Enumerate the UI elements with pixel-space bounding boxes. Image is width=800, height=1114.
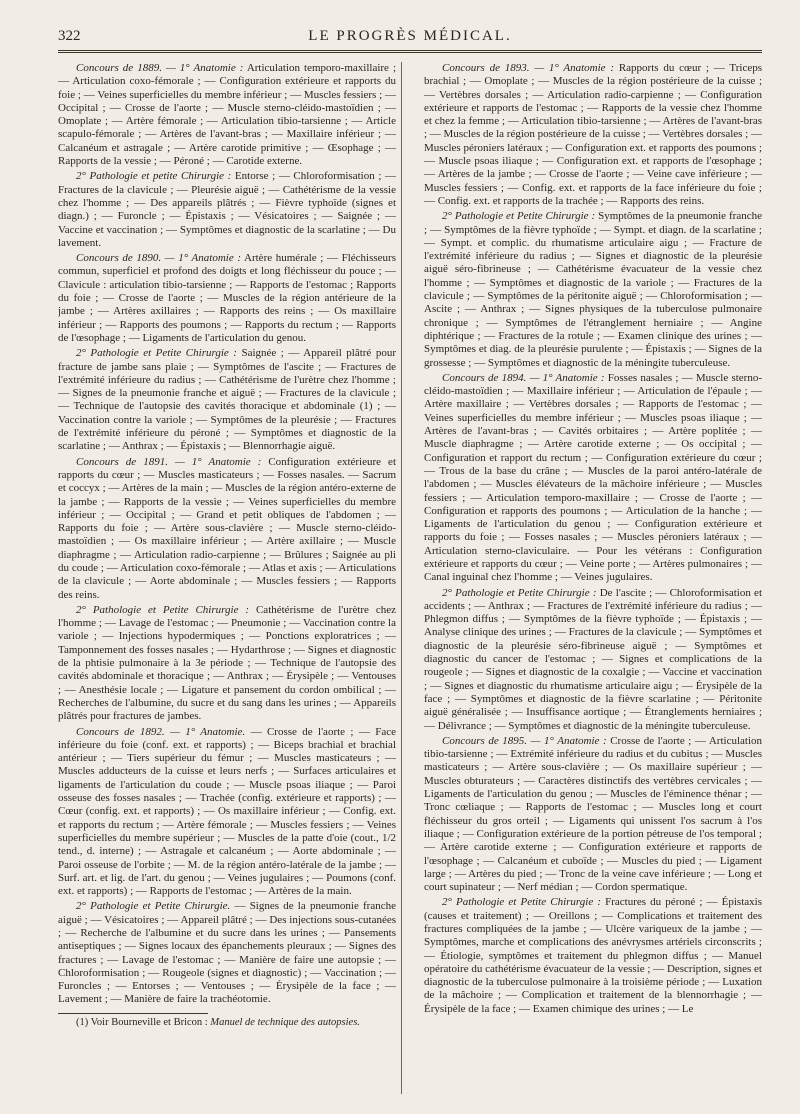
paragraph: Concours de 1892. — 1° Anatomie. — Crosse de l'aorte ; — Face inférieure du foie (conf. ext. et rapports) ; — Biceps brachial et brachial antérieur ; — Tiers supérieur du fémur ; — Muscles masticateurs ; — Muscles adducteurs de la cuisse et leurs nerfs ; — Surfaces articulaires et ligaments de l'articulation du coude ; — Muscle psoas iliaque ; — Paroi osseuse des fosses nasales ; — Trachée (config. extérieure et rapports) ; — Cœur (config. ext. et rapports) ; — Os maxillaire inférieur ; — Config. ext. et rapports du rectum ; — Artère fémorale ; — Muscles fessiers ; — Veines superficielles du membre supérieur ; — Muscles de la patte d'oie (cout., 1/2 tend., d. interne) ; — Astragale et calcanéum ; — Aorte abdominale ; — Paroi osseuse de l'orbite ; — M. de la région antéro-latérale de la jambe ; — Surf. art. et lig. de l'art. du genou ; — Veines jugulaires ; — Poumons (conf. ext. et rapports) ; — Rapports de l'estomac ; — Artères de la main. [58,725,396,898]
paragraph: Concours de 1891. — 1° Anatomie : Configuration extérieure et rapports du cœur ; — Muscles masticateurs ; — Fosses nasales. — Sacrum et coccyx ; — Artères de la main ; — Muscles de la région antéro-externe de la jambe ; — Rapports de la vessie ; — Veines superficielles du membre inférieur ; — Occipital ; — Grand et petit obliques de l'abdomen ; — Rapports du foie ; — Artère sous-clavière ; — Muscle sterno-cléido-mastoïdien ; — Os maxillaire inférieur ; — Artère axillaire ; — Muscle diaphragme ; — Articulation radio-carpienne ; — Brûlures ; Saignée au pli du coude ; — Articulation coxo-fémorale ; — Atlas et axis ; — Articulations de la clavicule ; — Aorte abdominale ; — Muscles fessiers ; — Rapports des reins. [58,455,396,601]
page-header [58,28,762,50]
paragraph: 2° Pathologie et Petite Chirurgie : Symptômes de la pneumonie franche ; — Symptômes de la fièvre typhoïde ; — Sympt. et diagn. de la scarlatine ; — Sympt. et complic. du rhumatisme articulaire aigu ; — Fracture de l'extrémité inférieure du radius ; — Signes et diagnostic de la pleurésie aiguë séro-fibrineuse ; — Cathétérisme évacuateur de la vessie chez l'homme ; — Symptômes et diagnostic de la variole ; — Fractures de la clavicule ; — Symptômes de la péritonite aiguë ; — Chloroformisation ; — Ascite ; — Anthrax ; — Signes physiques de la tuberculose pulmonaire chronique ; — Symptômes de l'étranglement herniaire ; — Angine diphtérique ; — Fractures de la rotule ; — Examen clinique des urines ; — Symptômes et diag. de la pleurésie purulente ; — Épistaxis ; — Signes de la grossesse ; — Symptômes et diagnostic de la méningite tuberculeuse. [424,210,762,369]
paragraph: Concours de 1893. — 1° Anatomie : Rapports du cœur ; — Triceps brachial ; — Omoplate ; — Muscles de la région postérieure de la cuisse ; — Vertèbres dorsales ; — Articulation radio-carpienne ; — Configuration extérieure et rapports de l'estomac ; — Rapports de la vessie chez l'homme et chez la femme ; — Articulation tibio-tarsienne ; — Artères de l'avant-bras ; — Muscles de la région postérieure de la cuisse ; — Vertèbres dorsales ; — Muscles péroniers latéraux ; — Configuration ext. et rapports des poumons ; — Muscle psoas iliaque ; — Configuration ext. et rapports de l'œsophage ; — Artères de la jambe ; — Crosse de l'aorte ; — Veine cave inférieure ; — Muscles fessiers ; — Config. ext. et rapports de la face inférieure du foie ; — Config. ext. et rapports de la trachée ; — Rapports des reins. [424,62,762,207]
journal-title: LE PROGRÈS MÉDICAL. [308,28,512,44]
right-column [424,62,762,1094]
page-number: 322 [58,28,81,44]
paragraph: 2° Pathologie et Petite Chirurgie : Saignée ; — Appareil plâtré pour fracture de jambe sans plaie ; — Symptômes de l'ascite ; — Fractures de l'extrémité inférieure du radius ; — Cathétérisme de l'urètre chez l'homme ; — Signes de la pneumonie franche et aiguë ; — Fractures de la clavicule ; — Technique de l'autopsie des cavités thoracique et abdominale (1) ; — Vaccination contre la variole ; — Symptômes de la pleurésie ; — Fractures de l'extrémité inférieure du péroné ; — Symptômes et diagnostic de la scarlatine ; — Anthrax ; — Épistaxis ; — Blennorrhagie aiguë. [58,347,396,453]
header-double-rule [58,50,762,53]
paragraph: Concours de 1890. — 1° Anatomie : Artère humérale ; — Fléchisseurs commun, superficiel et profond des doigts et long fléchisseur du pouce ; — Clavicule : articulation tibio-tarsienne ; — Rapports de l'estomac ; Rapports du foie ; — Crosse de l'aorte ; — Muscles de la région antérieure de la jambe ; — Artères axillaires ; — Rapports des reins ; — Os maxillaire inférieur ; — Rapports des poumons ; — Rapports du rectum ; — Rapports de l'œsophage ; — Ligaments de l'articulation du genou. [58,252,396,344]
paragraph: 2° Pathologie et Petite Chirurgie : De l'ascite ; — Chloroformisation et accidents ; — Anthrax ; — Fractures de l'extrémité inférieure du radius ; — Phlegmon diffus ; — Symptômes de la fièvre typhoïde ; — Épistaxis ; — Analyse clinique des urines ; — Fractures de la clavicule ; — Symptômes et diagnostic de la pleurésie séro-fibrineuse aiguë ; — Symptômes et diagnostic du cancer de l'estomac ; — Signes et complications de la rougeole ; — Signes et diagnostic de la coxalgie ; — Vaccine et vaccination ; — Signes et diagnostic du rhumatisme articulaire aigu ; — Érysipèle de la face ; — Symptômes et diagnostic de la fièvre scarlatine ; — Péritonite aiguë généralisée ; — Insuffisance aortique ; — Étranglements herniaires ; — Délivrance ; — Symptômes et diagnostic de la méningite tuberculeuse. [424,586,762,732]
footnote: (1) Voir Bourneville et Bricon : Manuel de technique des autopsies. [76,1016,360,1028]
two-column-body [58,62,762,1094]
paragraph: Concours de 1894. — 1° Anatomie : Fosses nasales ; — Muscle sterno-cléido-mastoïdien ; — Maxillaire inférieur ; — Articulation de l'épaule ; — Artère maxillaire ; — Vertèbres dorsales ; — Rapports de l'estomac ; — Veines superficielles du membre inférieur ; — Muscles psoas iliaque ; — Artères de l'avant-bras ; — Cavités orbitaires ; — Artère poplitée ; — Muscle diaphragme ; — Artère carotide externe ; — Os occipital ; — Configuration et rapport du rectum ; — Configuration extérieure du cœur ; — Trous de la base du crâne ; — Muscles de la paroi antéro-latérale de l'abdomen ; — Muscles élévateurs de la mâchoire inférieure ; — Muscles fessiers ; — Articulation temporo-maxillaire ; — Crosse de l'aorte ; — Configuration et rapports des poumons ; — Articulation de la hanche ; — Ligaments de l'articulation du genou ; — Configuration extérieure et rapports du foie ; — Fosses nasales ; — Muscles péroniers latéraux ; — Articulation sterno-claviculaire. — Pour les vétérans : Configuration extérieure et rapports du cœur ; — Veine porte ; — Artères pulmonaires ; — Canal inguinal chez l'homme ; — Veines jugulaires. [424,371,762,584]
footnote-rule [58,1013,208,1014]
left-column [58,62,396,1094]
paragraph: Concours de 1889. — 1° Anatomie : Articulation temporo-maxillaire ; — Articulation coxo-fémorale ; — Configuration extérieure et rapports du foie ; — Veines superficielles du membre inférieur ; — Muscles fessiers ; — Occipital ; — Crosse de l'aorte ; — Muscle sterno-cléido-mastoïdien ; — Omoplate ; — Artère fémorale ; — Articulation tibio-tarsienne ; — Article scapulo-fémorale ; — Artères de l'avant-bras ; — Maxillaire inférieur ; — Calcanéum et astragale ; — Artère carotide primitive ; — Œsophage ; — Rapports de la vessie ; — Péroné ; — Carotide externe. [58,62,396,168]
paragraph: Concours de 1895. — 1° Anatomie : Crosse de l'aorte ; — Articulation tibio-tarsienne ; — Extrémité inférieure du radius et du cubitus ; — Muscles masticateurs ; — Artère sous-clavière ; — Os maxillaire supérieur ; — Muscles obturateurs ; — Caractères distinctifs des vertèbres cervicales ; — Ligaments de l'articulation du genou ; — Muscles de l'éminence thénar ; — Tronc cœliaque ; — Rapports de l'estomac ; — Muscles long et court fléchisseur du gros orteil ; — Ligaments qui unissent l'os sacrum à l'os iliaque ; — Configuration extérieure de la portion pétreuse de l'os temporal ; — Artère carotide externe ; — Configuration extérieure et rapports de l'œsophage ; — Calcanéum et cuboïde ; — Muscles du pied ; — Ligament large ; — Artères du pied ; — Tronc de la veine cave inférieure ; — Long et court supinateur ; — Nerf médian ; — Cordon spermatique. [424,734,762,894]
paragraph: 2° Pathologie et Petite Chirurgie. — Signes de la pneumonie franche aiguë ; — Vésicatoires ; — Appareil plâtré ; — Des injections sous-cutanées ; — Recherche de l'albumine et du sucre dans les urines ; — Pansements antiseptiques ; — Signes locaux des épanchements pleuraux ; — Signes des fractures ; — Lavage de l'estomac ; — Manière de faire une autopsie ; — Chloroformisation ; — Rougeole (signes et diagnostic) ; — Vaccination ; — Furoncles ; — Entorses ; — Ventouses ; — Érysipèle de la face ; — Lavement ; — Manière de faire la trachéotomie. [58,900,396,1006]
paragraph: 2° Pathologie et Petite Chirurgie : Cathétérisme de l'urètre chez l'homme ; — Lavage de l'estomac ; — Pneumonie ; — Vaccination contre la variole ; — Injections hypodermiques ; — Ponctions exploratrices ; — Tamponnement des fosses nasales ; — Hydarthrose ; — Signes et diagnostic de la phtisie pulmonaire à la 3e période ; — Technique de l'autopsie des cavités abdominale et thoracique ; — Anthrax ; — Érysipèle ; — Ventouses ; — Anesthésie locale ; — Ligature et pansement du cordon ombilical ; — Recherches de l'albumine, du sucre et du sang dans les urines ; — Appareils plâtrés pour fractures de jambes. [58,603,396,723]
paragraph: 2° Pathologie et Petite Chirurgie : Fractures du péroné ; — Épistaxis (causes et traitement) ; — Oreillons ; — Complications et traitement des fractures compliquées de la jambe ; — Ulcère variqueux de la jambe ; — Symptômes, marche et complications des anévrysmes artériels circonscrits ; — Étiologie, symptômes et traitement du phlegmon diffus ; — Manuel opératoire du cathétérisme évacuateur de la vessie ; — Description, signes et diagnostic de la tuberculose pulmonaire à la troisième période ; — Luxation de la mâchoire ; — Complication et traitement de la blennorrhagie ; — Érysipèle de la face ; — Examen chimique des urines ; — Le [424,896,762,1015]
paragraph: 2° Pathologie et petite Chirurgie : Entorse ; — Chloroformisation ; — Fractures de la clavicule ; — Pleurésie aiguë ; — Cathétérisme de la vessie chez l'homme ; — Des appareils plâtrés ; — Fièvre typhoïde (signes et diagn.) ; — Furoncle ; — Épistaxis ; — Vésicatoires ; — Saignée ; — Vaccine et vaccination ; — Symptômes et diagnostic de la scarlatine ; — Du lavement. [58,170,396,249]
